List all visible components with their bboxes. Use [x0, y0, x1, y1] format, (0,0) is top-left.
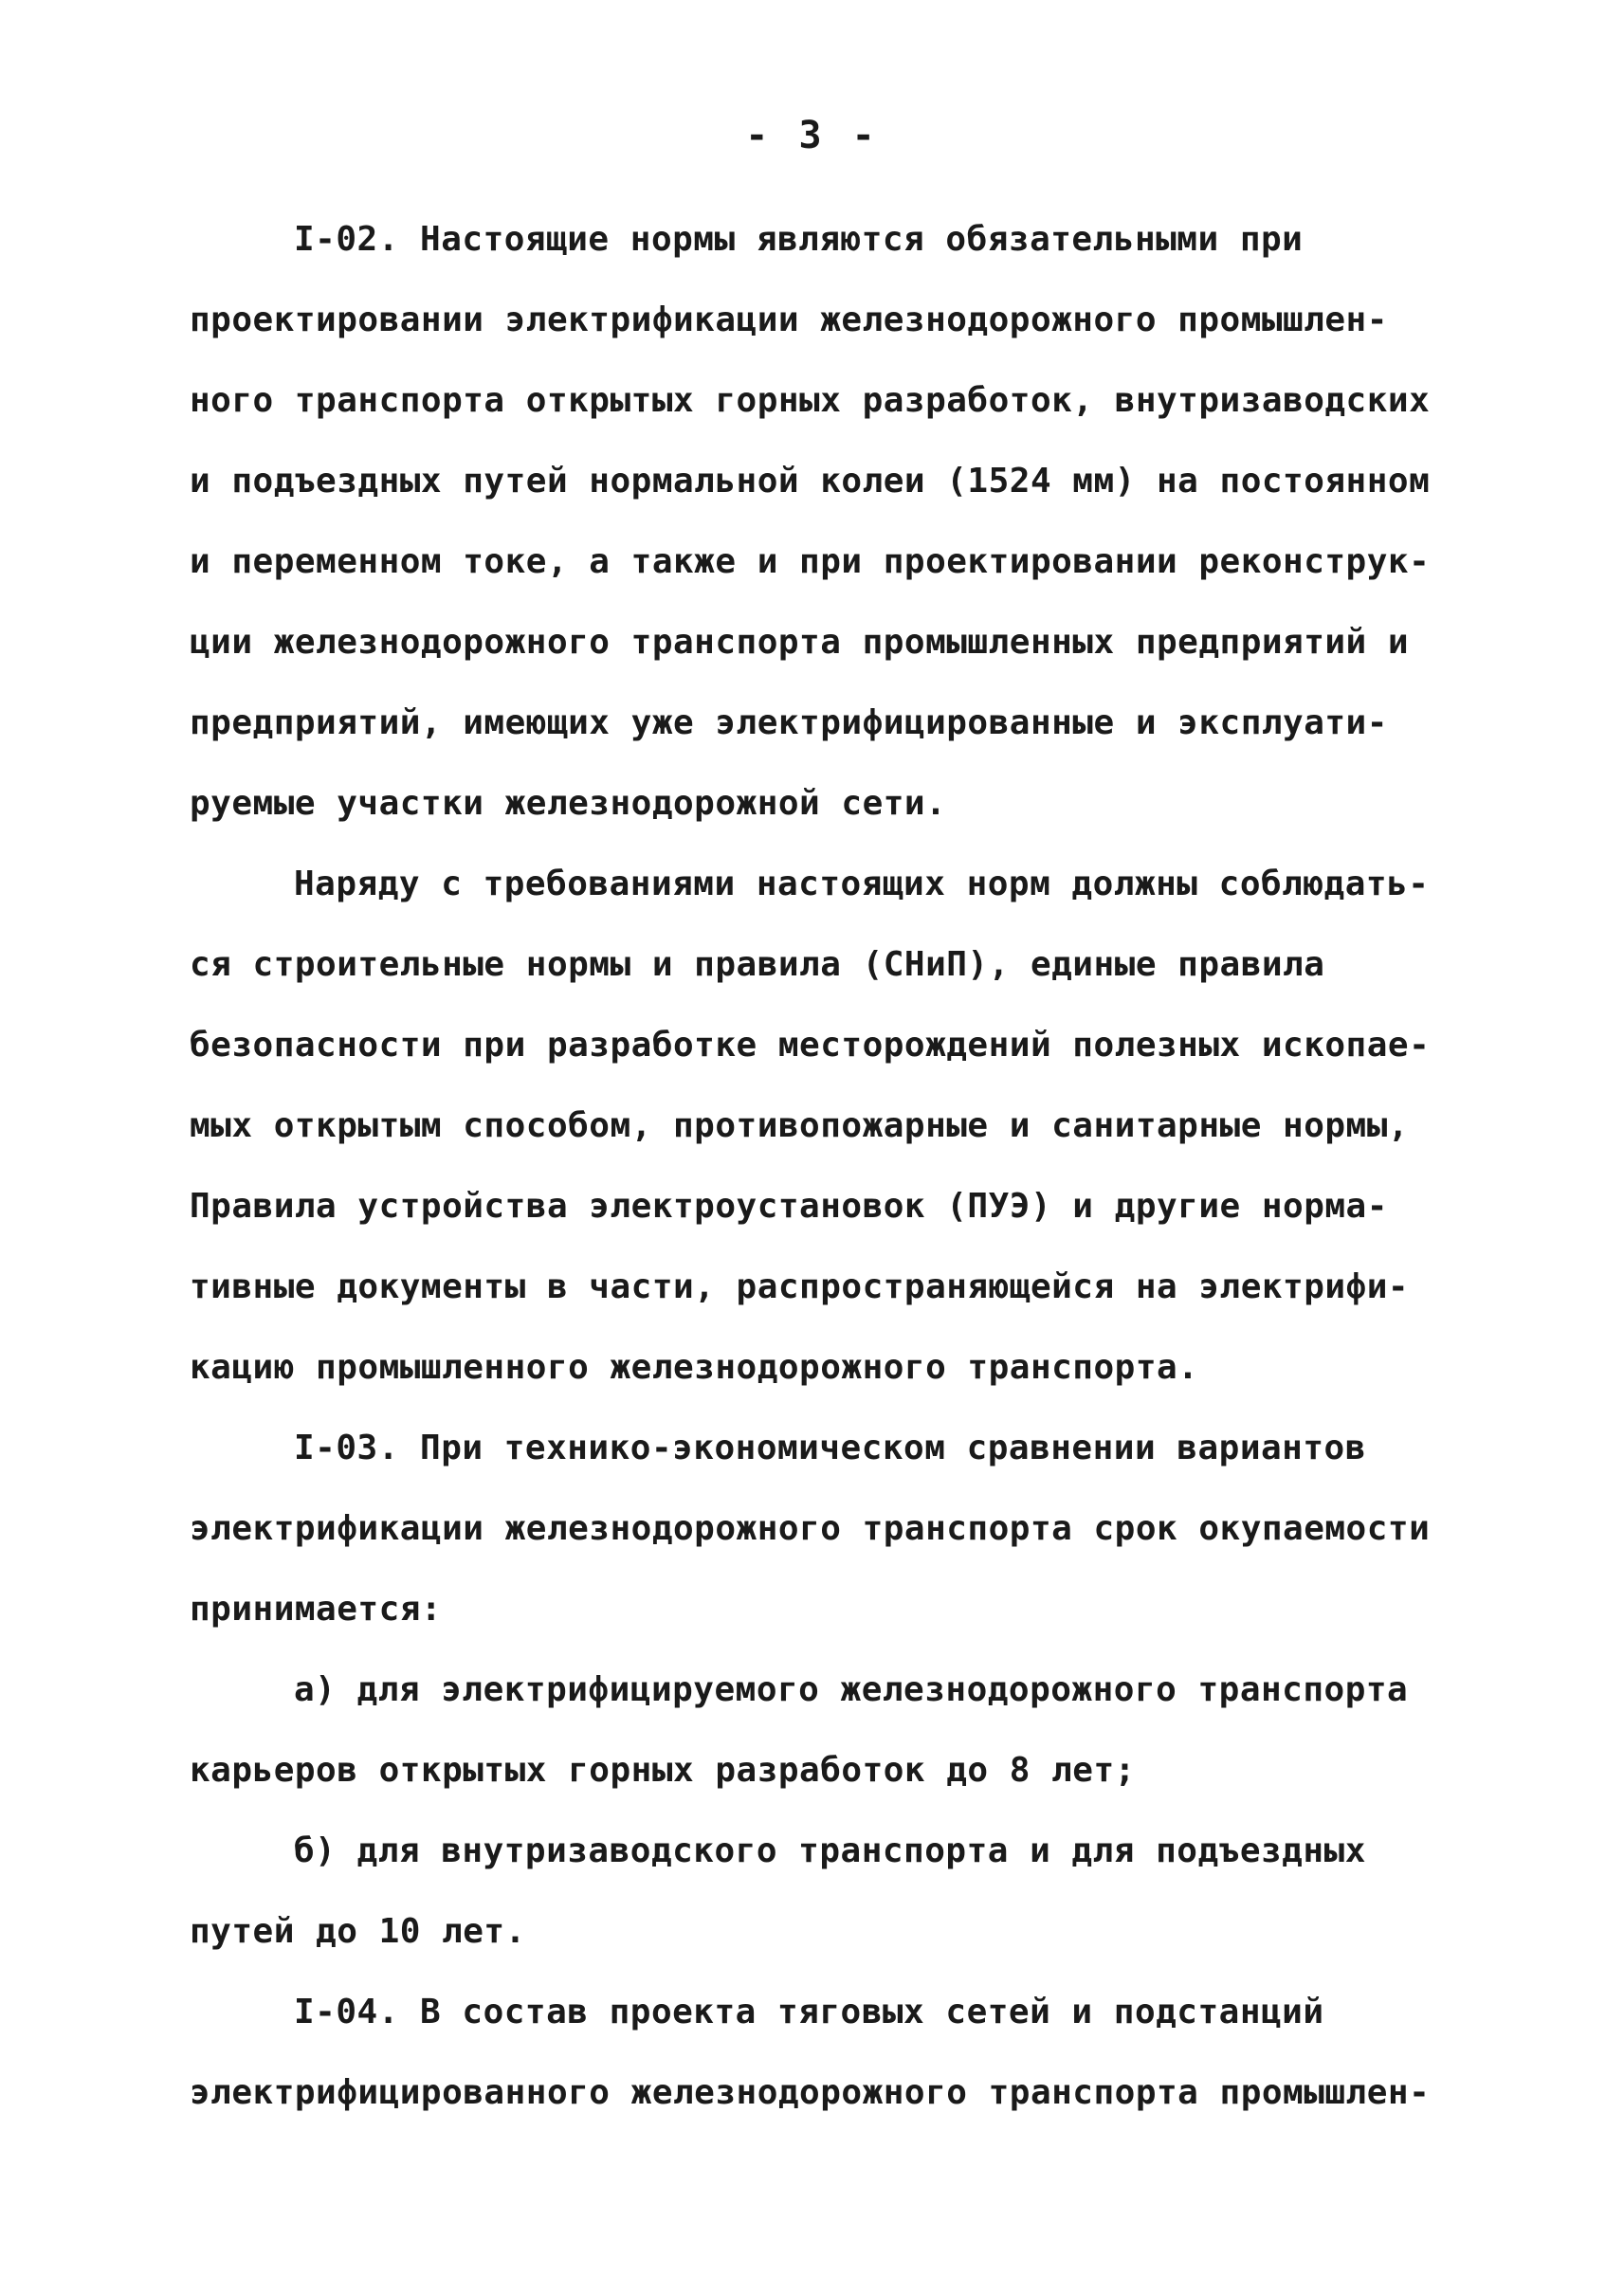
text-line: электрифицированного железнодорожного транспорта промышлен- [190, 2073, 1431, 2112]
text-line: тивные документы в части, распространяющейся на электрифи- [190, 1267, 1410, 1306]
text-line: мых открытым способом, противопожарные и санитарные нормы, [190, 1106, 1410, 1145]
text-line: ного транспорта открытых горных разработок, внутризаводских [190, 381, 1431, 420]
text-line: ся строительные нормы и правила (СНиП), единые правила [190, 945, 1325, 984]
text-line: безопасности при разработке месторождений полезных ископае- [190, 1026, 1431, 1065]
text-line: а) для электрифицируемого железнодорожного транспорта [294, 1670, 1409, 1709]
text-line: карьеров открытых горных разработок до 8 лет; [190, 1751, 1136, 1790]
text-line: Наряду с требованиями настоящих норм должны соблюдать- [294, 865, 1430, 903]
text-line: I-02. Настоящие нормы являются обязательными при [294, 220, 1304, 259]
text-line: и переменном токе, а также и при проектировании реконструк- [190, 542, 1431, 581]
text-line: кацию промышленного железнодорожного транспорта. [190, 1348, 1199, 1387]
text-line: проектировании электрификации железнодорожного промышлен- [190, 301, 1388, 339]
text-line: руемые участки железнодорожной сети. [190, 784, 947, 823]
text-line: и подъездных путей нормальной колеи (1524 мм) на постоянном [190, 462, 1431, 501]
text-line: предприятий, имеющих уже электрифицированные и эксплуати- [190, 703, 1388, 742]
text-line: I-03. При технико-экономическом сравнении вариантов [294, 1429, 1366, 1467]
text-line: Правила устройства электроустановок (ПУЭ) и другие норма- [190, 1187, 1388, 1226]
text-line: принимается: [190, 1590, 443, 1629]
page-number: - 3 - [745, 114, 879, 157]
text-line: б) для внутризаводского транспорта и для подъездных [294, 1831, 1366, 1870]
text-line: электрификации железнодорожного транспорта срок окупаемости [190, 1509, 1431, 1548]
text-line: ции железнодорожного транспорта промышленных предприятий и [190, 623, 1410, 662]
text-line: I-04. В состав проекта тяговых сетей и подстанций [294, 1993, 1324, 2031]
text-line: путей до 10 лет. [190, 1912, 526, 1951]
